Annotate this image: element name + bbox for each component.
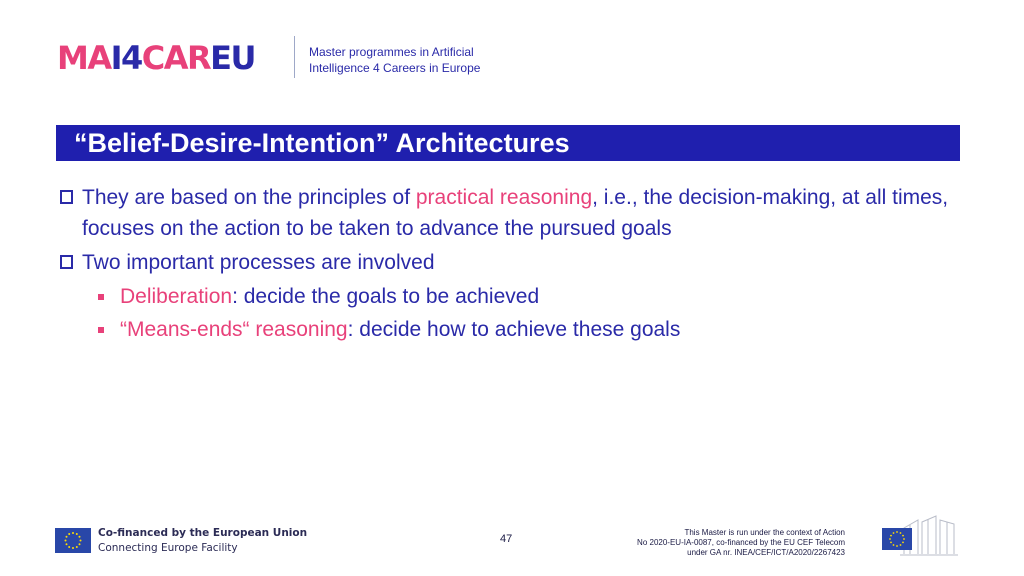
square-bullet-icon [98, 327, 104, 333]
logo-part-car: CAR [141, 39, 211, 77]
tagline-line-1: Master programmes in Artificial [309, 45, 474, 59]
sub-2-post: : decide how to achieve these goals [347, 318, 681, 341]
sub-bullet-means-ends [60, 314, 960, 345]
mai4careu-logo [57, 40, 255, 76]
bullet-two-processes [60, 247, 960, 278]
logo-part-eu: EU [210, 39, 256, 77]
cofinanced-line: Co-financed by the European Union [98, 527, 308, 539]
sub-bullet-deliberation [60, 281, 960, 312]
bullet-1-post: , i.e., the decision-making, at all times, focuses on the action to be taken to advance the pursued goals [82, 186, 949, 240]
ec-building-icon [864, 514, 960, 558]
slide-title: “Belief-Desire-Intention” Architectures [74, 128, 570, 158]
sub-1-highlight: Deliberation [120, 285, 233, 308]
slide-title-bar [56, 125, 960, 161]
bullet-1-pre: They are based on the principles of [82, 186, 416, 209]
checkbox-bullet-icon [60, 255, 73, 269]
sub-2-highlight: “Means-ends“ reasoning [120, 318, 348, 341]
funding-disclaimer [600, 528, 845, 558]
eu-stars-icon [55, 528, 91, 553]
header-tagline [309, 44, 529, 76]
logo-part-i4: I4 [110, 39, 142, 77]
bullet-practical-reasoning [60, 182, 960, 244]
disclaimer-line-1: This Master is run under the context of Action [684, 528, 845, 537]
header-divider [294, 36, 295, 78]
facility-line: Connecting Europe Facility [98, 542, 238, 554]
bullet-2-text: Two important processes are involved [82, 251, 435, 274]
disclaimer-line-3: under GA nr. INEA/CEF/ICT/A2020/2267423 [687, 548, 845, 557]
european-commission-logo-icon [864, 514, 960, 558]
logo-part-ma: MA [57, 39, 111, 77]
bullet-1-highlight: practical reasoning [415, 186, 593, 209]
cofinanced-text [98, 526, 307, 556]
square-bullet-icon [98, 294, 104, 300]
disclaimer-line-2: No 2020-EU-IA-0087, co-financed by the EU CEF Telecom [637, 538, 845, 547]
eu-flag-icon [55, 528, 91, 553]
sub-1-post: : decide the goals to be achieved [232, 285, 540, 308]
slide-content [60, 182, 960, 347]
tagline-line-2: Intelligence 4 Careers in Europe [309, 61, 481, 75]
page-number: 47 [500, 533, 513, 545]
logo-text [57, 40, 255, 76]
checkbox-bullet-icon [60, 190, 73, 204]
